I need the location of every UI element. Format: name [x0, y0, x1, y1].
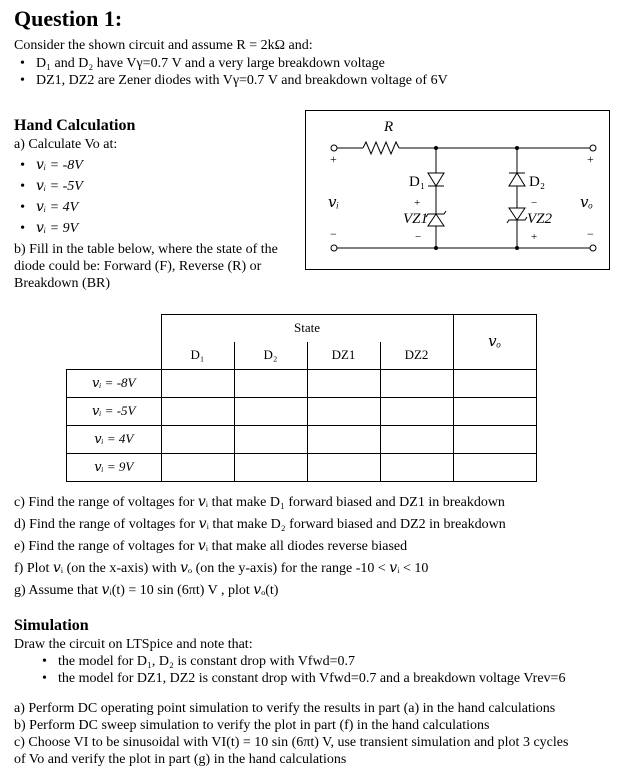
case-item: • 𝑣ᵢ = -8V: [14, 155, 83, 176]
table-cell[interactable]: [380, 397, 453, 425]
question-title: Question 1:: [14, 6, 123, 31]
intro-text: Consider the shown circuit and assume R = 2kΩ and:: [14, 38, 313, 53]
input-terminal-top: [331, 145, 337, 151]
label-vz2-plus: +: [531, 231, 538, 243]
diode-d2: [509, 173, 525, 186]
label-r: R: [384, 119, 394, 135]
row-label: 𝑣ᵢ = 4V: [67, 425, 162, 453]
label-vz1-minus: −: [415, 231, 422, 243]
table-row: [67, 397, 537, 425]
table-cell[interactable]: [234, 425, 307, 453]
output-terminal-bottom: [590, 245, 596, 251]
assumption-item: • DZ1, DZ2 are Zener diodes with Vγ=0.7 V and breakdown voltage of 6V: [14, 72, 448, 89]
table-cell[interactable]: [234, 369, 307, 397]
table-row: [67, 453, 537, 481]
table-cell[interactable]: [453, 397, 536, 425]
label-vz1: VZ1: [403, 211, 429, 227]
table-cell[interactable]: [161, 453, 234, 481]
label-vi-plus: +: [330, 152, 337, 166]
label-d1: D₁: [409, 174, 426, 190]
table-cell[interactable]: [453, 369, 536, 397]
output-terminal-top: [590, 145, 596, 151]
resistor: [363, 142, 399, 154]
sim-task-c-cont: of Vo and verify the plot in part (g) in the hand calculations: [14, 752, 347, 767]
cases-list: [14, 155, 83, 239]
hand-calc-heading: Hand Calculation: [14, 117, 136, 134]
question-c: c) Find the range of voltages for 𝑣ᵢ that make D₁ forward biased and DZ1 in breakdown: [14, 495, 505, 510]
case-item: • 𝑣ᵢ = -5V: [14, 176, 83, 197]
col-dz1: DZ1: [307, 342, 380, 370]
simulation-notes: [36, 653, 565, 687]
note-item: • the model for D₁, D₂ is constant drop with Vfwd=0.7: [36, 653, 565, 670]
circuit-diagram: [305, 110, 610, 270]
label-d1-plus: +: [414, 197, 421, 209]
label-vi-minus: −: [330, 227, 337, 241]
label-vz2: VZ2: [527, 211, 553, 227]
table-cell[interactable]: [307, 453, 380, 481]
state-table: [66, 314, 537, 482]
table-cell[interactable]: [161, 397, 234, 425]
label-vo-minus: −: [587, 227, 594, 241]
table-cell[interactable]: [234, 397, 307, 425]
label-d2-minus: −: [531, 197, 538, 209]
question-d: d) Find the range of voltages for 𝑣ᵢ that make D₂ forward biased and DZ2 in breakdown: [14, 517, 506, 532]
row-label: 𝑣ᵢ = 9V: [67, 453, 162, 481]
row-label: 𝑣ᵢ = -5V: [67, 397, 162, 425]
simulation-heading: Simulation: [14, 617, 89, 634]
note-item: • the model for DZ1, DZ2 is constant drop with Vfwd=0.7 and a breakdown voltage Vrev=6: [36, 670, 565, 687]
table-row: [67, 425, 537, 453]
row-label: 𝑣ᵢ = -8V: [67, 369, 162, 397]
question-e: e) Find the range of voltages for 𝑣ᵢ that make all diodes reverse biased: [14, 539, 408, 554]
state-header: State: [161, 315, 453, 342]
part-b-line-2: diode could be: Forward (F), Reverse (R) or: [14, 259, 262, 274]
col-d1: D₁: [161, 342, 234, 370]
case-item: • 𝑣ᵢ = 9V: [14, 218, 83, 239]
col-d2: D₂: [234, 342, 307, 370]
table-row: [67, 369, 537, 397]
sim-task-a: a) Perform DC operating point simulation to verify the results in part (a) in the hand calculations: [14, 701, 556, 716]
label-vo: 𝑣ₒ: [580, 195, 593, 211]
col-dz2: DZ2: [380, 342, 453, 370]
vo-header: 𝑣ₒ: [453, 315, 536, 370]
assumption-list: [14, 55, 448, 89]
table-cell[interactable]: [453, 425, 536, 453]
table-cell[interactable]: [161, 369, 234, 397]
simulation-intro: Draw the circuit on LTSpice and note that:: [14, 637, 253, 652]
table-cell[interactable]: [380, 369, 453, 397]
zener-dz1: [426, 211, 446, 226]
label-d2: D₂: [529, 174, 546, 190]
label-vi: 𝑣ᵢ: [328, 195, 339, 211]
label-vo-plus: +: [587, 152, 594, 166]
table-cell[interactable]: [307, 397, 380, 425]
table-cell[interactable]: [161, 425, 234, 453]
question-f: f) Plot 𝑣ᵢ (on the x-axis) with 𝑣ₒ (on the y-axis) for the range -10 < 𝑣ᵢ < 10: [14, 561, 429, 576]
table-cell[interactable]: [453, 453, 536, 481]
sim-task-c: c) Choose VI to be sinusoidal with VI(t) = 10 sin (6πt) V, use transient simulation and plot 3 cycles: [14, 735, 569, 750]
table-cell[interactable]: [307, 369, 380, 397]
case-item: • 𝑣ᵢ = 4V: [14, 197, 83, 218]
assumption-item: • D₁ and D₂ have Vγ=0.7 V and a very large breakdown voltage: [14, 55, 448, 72]
table-cell[interactable]: [380, 453, 453, 481]
input-terminal-bottom: [331, 245, 337, 251]
question-g: g) Assume that 𝑣ᵢ(t) = 10 sin (6πt) V , plot 𝑣ₒ(t): [14, 583, 279, 598]
sim-task-b: b) Perform DC sweep simulation to verify the plot in part (f) in the hand calculations: [14, 718, 490, 733]
part-b-line-1: b) Fill in the table below, where the state of the: [14, 242, 278, 257]
table-cell[interactable]: [307, 425, 380, 453]
part-b-line-3: Breakdown (BR): [14, 276, 111, 291]
table-cell[interactable]: [380, 425, 453, 453]
diode-d1: [428, 173, 444, 186]
part-a-text: a) Calculate Vo at:: [14, 137, 118, 152]
table-cell[interactable]: [234, 453, 307, 481]
